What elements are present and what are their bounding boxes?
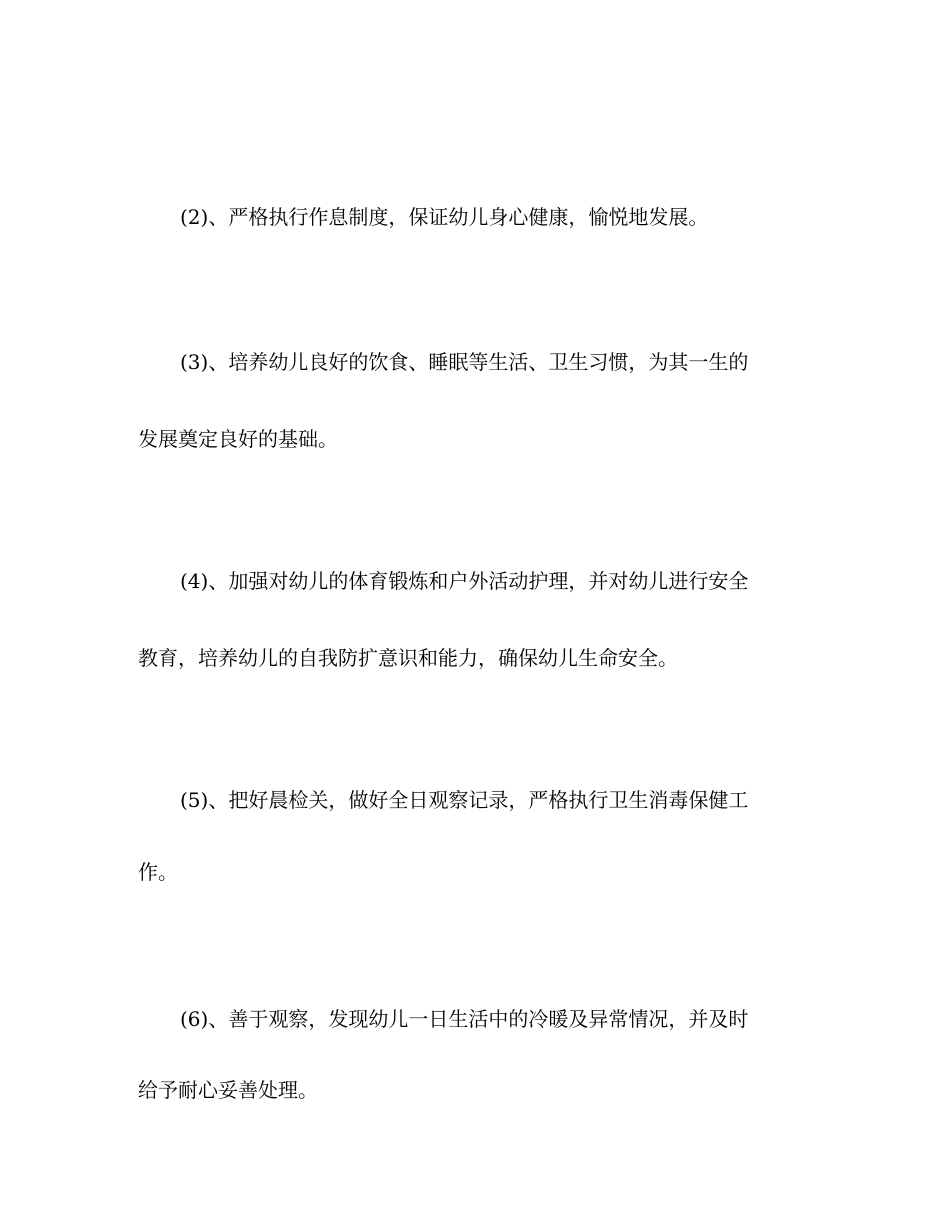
paragraph-5-line-1: (5)、把好晨检关，做好全日观察记录，严格执行卫生消毒保健工 (180, 788, 749, 812)
paragraph-3-line-1: (3)、培养幼儿良好的饮食、睡眠等生活、卫生习惯，为其一生的 (180, 350, 749, 374)
paragraph-4-line-1: (4)、加强对幼儿的体育锻炼和户外活动护理，并对幼儿进行安全 (180, 569, 749, 593)
paragraph-5-line-2: 作。 (138, 860, 178, 884)
paragraph-6-line-2: 给予耐心妥善处理。 (138, 1078, 318, 1102)
paragraph-6-line-1: (6)、善于观察，发现幼儿一日生活中的冷暖及异常情况，并及时 (180, 1007, 749, 1031)
paragraph-3-line-2: 发展奠定良好的基础。 (138, 427, 338, 451)
paragraph-4-line-2: 教育，培养幼儿的自我防扩意识和能力，确保幼儿生命安全。 (138, 646, 678, 670)
paragraph-2-line-1: (2)、严格执行作息制度，保证幼儿身心健康，愉悦地发展。 (180, 205, 709, 229)
